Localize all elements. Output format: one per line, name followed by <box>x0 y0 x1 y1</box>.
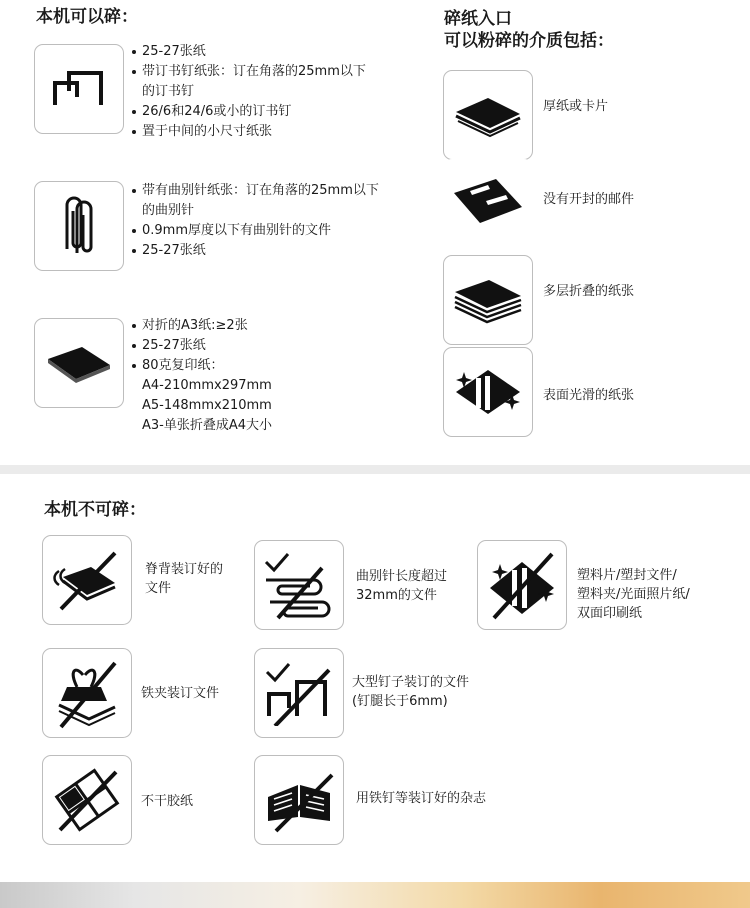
list-item: A4-210mmx297mm <box>142 378 272 393</box>
thick-card-icon <box>452 92 524 138</box>
adhesive-paper-icon <box>50 766 124 834</box>
left-heading: 本机可以碎： <box>36 7 138 27</box>
item-label: 32mm的文件 <box>356 588 437 603</box>
item-label: 塑料夹/光面照片纸/ <box>577 587 690 602</box>
sticker-icon-box <box>42 755 132 845</box>
folded-paper-icon-box <box>34 318 124 408</box>
bottom-heading: 本机不可碎： <box>44 500 146 520</box>
magazine-icon <box>260 767 338 833</box>
list-item: A3-单张折叠成A4大小 <box>142 418 273 433</box>
card-icon-box <box>443 70 533 160</box>
paperclip-icon-box <box>34 181 124 271</box>
large-staple-icon <box>261 660 337 726</box>
item-label: 用铁钉等装订好的杂志 <box>356 791 487 806</box>
long-paperclip-icon <box>260 550 338 620</box>
staple-list <box>131 42 366 142</box>
right-heading-1: 碎纸入口 <box>444 9 512 29</box>
list-item: 置于中间的小尺寸纸张 <box>131 122 366 142</box>
large-staple-icon-box <box>254 648 344 738</box>
item-label: 文件 <box>145 581 172 596</box>
magazine-icon-box <box>254 755 344 845</box>
item-label: 双面印刷纸 <box>577 606 643 621</box>
list-item: 25-27张纸 <box>131 42 366 62</box>
item-label: (钉腿长于6mm) <box>352 694 448 709</box>
list-item: 对折的A3纸:≥2张 <box>131 316 272 336</box>
list-item: A5-148mmx210mm <box>142 398 272 413</box>
staple-icon-box <box>34 44 124 134</box>
item-label: 大型钉子装订的文件 <box>352 675 470 690</box>
list-item: 80克复印纸： <box>131 356 272 376</box>
spine-bound-icon-box <box>42 535 132 625</box>
staple-icon <box>49 69 109 109</box>
envelope-icon <box>450 177 526 225</box>
list-item: 带订书钉纸张：订在角落的25mm以下 <box>131 62 366 82</box>
list-item: 的曲别针 <box>142 203 195 218</box>
right-item-label: 厚纸或卡片 <box>543 99 609 114</box>
right-item-label: 表面光滑的纸张 <box>543 388 635 403</box>
list-item: 0.9mm厚度以下有曲别针的文件 <box>131 221 379 241</box>
item-label: 塑料片/塑封文件/ <box>577 568 677 583</box>
plastic-sheet-icon <box>484 550 560 620</box>
glossy-paper-icon <box>452 364 524 420</box>
list-item: 的订书钉 <box>142 84 195 99</box>
item-label: 脊背装订好的 <box>145 562 224 577</box>
list-item: 25-27张纸 <box>131 241 379 261</box>
list-item: 带有曲别针纸张：订在角落的25mm以下 <box>131 181 379 201</box>
plastic-icon-box <box>477 540 567 630</box>
binder-clip-icon <box>49 657 125 729</box>
item-label: 不干胶纸 <box>141 794 194 809</box>
bottom-product-banner <box>0 882 750 908</box>
list-item: 26/6和24/6或小的订书钉 <box>131 102 366 122</box>
right-heading-2: 可以粉碎的介质包括： <box>444 31 614 51</box>
item-label: 曲别针长度超过 <box>356 569 448 584</box>
item-label: 铁夹装订文件 <box>141 686 220 701</box>
folded-paper-icon <box>44 341 114 385</box>
mail-icon-box <box>443 159 533 243</box>
right-item-label: 多层折叠的纸张 <box>543 284 635 299</box>
section-divider <box>0 465 750 474</box>
stacked-paper-icon <box>451 276 525 324</box>
binder-clip-icon-box <box>42 648 132 738</box>
right-item-label: 没有开封的邮件 <box>543 192 635 207</box>
folded-list <box>131 316 272 436</box>
glossy-icon-box <box>443 347 533 437</box>
layers-icon-box <box>443 255 533 345</box>
spine-bound-document-icon <box>49 547 125 613</box>
paperclip-icon <box>57 191 101 261</box>
paperclip-list <box>131 181 379 261</box>
list-item: 25-27张纸 <box>131 336 272 356</box>
long-clip-icon-box <box>254 540 344 630</box>
